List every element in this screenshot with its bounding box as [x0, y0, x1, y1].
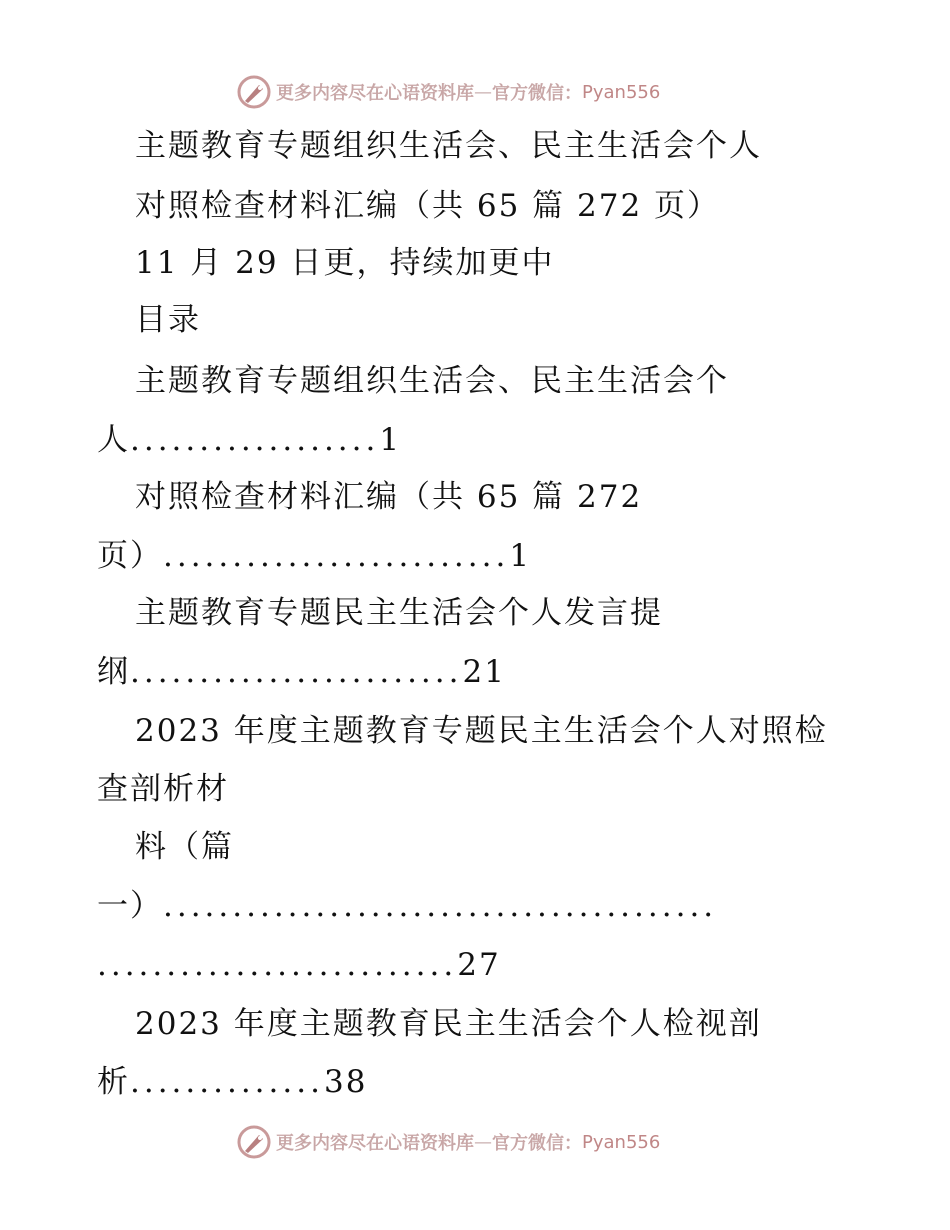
toc-entry-4-line-2: 查剖析材: [97, 771, 229, 807]
toc-leader-dots: ..........................: [97, 947, 458, 983]
toc-leader-dots: ........................: [130, 654, 463, 690]
document-title-line-2: 对照检查材料汇编（共 65 篇 272 页）: [135, 188, 721, 224]
toc-entry-1-line-1: 主题教育专题组织生活会、民主生活会个: [135, 363, 729, 399]
toc-entry-1-page: 1: [379, 422, 402, 458]
toc-entry-4-line-4: [97, 886, 717, 926]
toc-entry-4-line-1: 2023 年度主题教育专题民主生活会个人对照检: [135, 713, 828, 749]
toc-entry-3-line-2: [97, 652, 506, 692]
toc-entry-2-tail: 页）: [97, 538, 163, 574]
toc-entry-4-tail: 一）: [97, 888, 163, 924]
watermark-contact-label: 官方微信：: [492, 83, 582, 104]
toc-entry-2-line-2: [97, 536, 531, 576]
toc-entry-1-line-2: [97, 420, 401, 460]
watermark-text: 更多内容尽在心语资料库: [276, 1133, 474, 1154]
watermark-text: 更多内容尽在心语资料库: [276, 83, 474, 104]
watermark-separator: —: [474, 1131, 492, 1153]
document-title-line-1: 主题教育专题组织生活会、民主生活会个人: [135, 128, 762, 164]
toc-leader-dots: ..............: [130, 1064, 324, 1100]
watermark-separator: —: [474, 81, 492, 103]
toc-leader-dots: .........................: [163, 538, 510, 574]
toc-entry-5-page: 38: [323, 1064, 368, 1100]
pen-nib-logo-icon: [236, 1124, 272, 1160]
update-note: 11 月 29 日更，持续加更中: [135, 245, 555, 281]
toc-entry-1-tail: 人: [97, 422, 130, 458]
toc-entry-3-page: 21: [462, 654, 506, 690]
watermark-contact-id: Pyan556: [582, 81, 661, 103]
watermark-contact-label: 官方微信：: [492, 1133, 582, 1154]
toc-leader-dots: ..................: [130, 422, 380, 458]
toc-entry-2-page: 1: [509, 538, 532, 574]
watermark-banner-bottom: [236, 1122, 660, 1162]
toc-entry-4-line-5: [97, 945, 501, 985]
toc-entry-3-tail: 纲: [97, 654, 130, 690]
watermark-contact-id: Pyan556: [582, 1131, 661, 1153]
toc-heading: 目录: [135, 302, 201, 338]
toc-leader-dots: ........................................: [163, 888, 718, 924]
toc-entry-3-line-1: 主题教育专题民主生活会个人发言提: [135, 595, 663, 631]
toc-entry-2-line-1: 对照检查材料汇编（共 65 篇 272: [135, 479, 643, 515]
toc-entry-5-line-1: 2023 年度主题教育民主生活会个人检视剖: [135, 1006, 762, 1042]
toc-entry-5-line-2: [97, 1062, 367, 1102]
toc-entry-4-line-3: 料（篇: [135, 829, 234, 865]
toc-entry-5-tail: 析: [97, 1064, 130, 1100]
toc-entry-4-page: 27: [457, 947, 501, 983]
